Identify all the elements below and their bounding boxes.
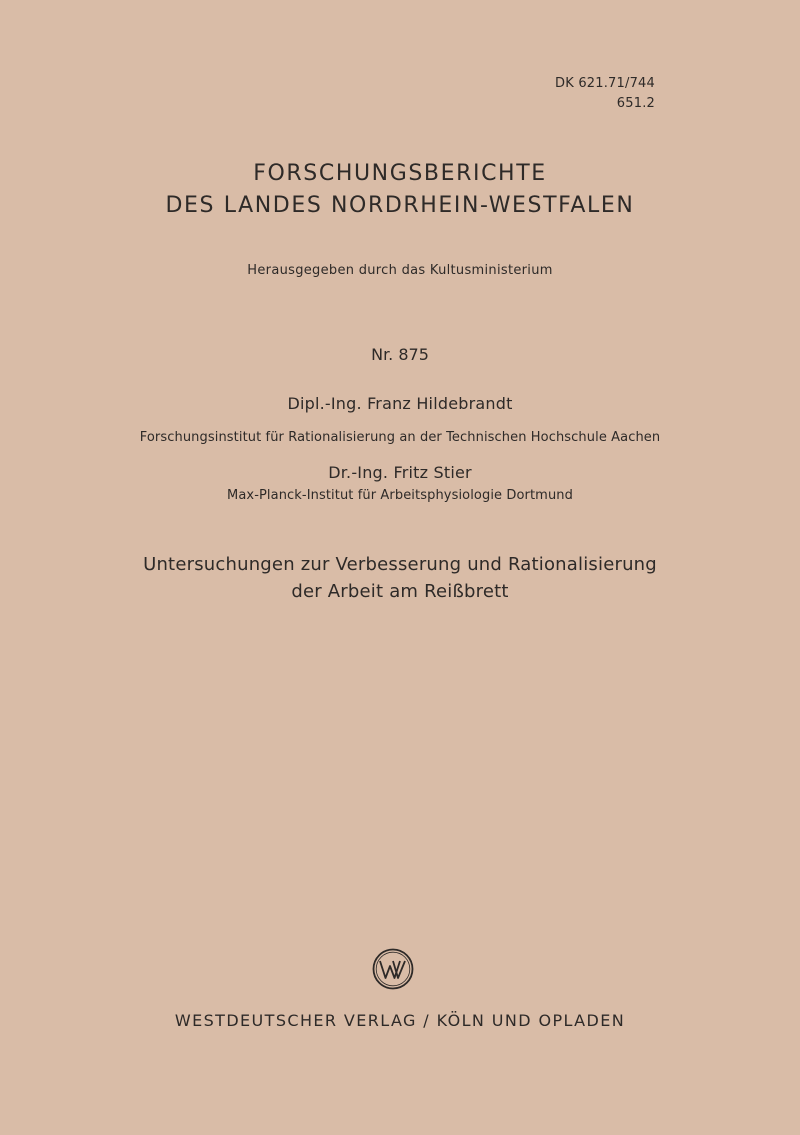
author-2-institute: Max-Planck-Institut für Arbeitsphysiologie Dortmund — [227, 488, 573, 503]
series-number: Nr. 875 — [371, 345, 429, 364]
series-editor: Herausgegeben durch das Kultusministerium — [247, 263, 553, 278]
publisher-imprint: WESTDEUTSCHER VERLAG / KÖLN UND OPLADEN — [174, 1011, 626, 1030]
series-title-line-1: FORSCHUNGSBERICHTE — [253, 161, 547, 186]
author-1-institute: Forschungsinstitut für Rationalisierung an der Technischen Hochschule Aachen — [139, 430, 661, 445]
work-title-line-1: Untersuchungen zur Verbesserung und Rationalisierung — [143, 554, 657, 575]
work-title — [0, 551, 800, 605]
classification-line-2: 651.2 — [616, 96, 655, 111]
series-title — [0, 158, 800, 222]
author-2-name: Dr.-Ing. Fritz Stier — [328, 463, 472, 482]
series-title-line-2: DES LANDES NORDRHEIN-WESTFALEN — [165, 193, 635, 218]
classification-code — [555, 74, 655, 114]
author-1-name: Dipl.-Ing. Franz Hildebrandt — [287, 394, 513, 413]
classification-line-1: DK 621.71/744 — [555, 76, 655, 91]
wv-publisher-logo-icon — [372, 948, 414, 990]
work-title-line-2: der Arbeit am Reißbrett — [291, 581, 509, 602]
